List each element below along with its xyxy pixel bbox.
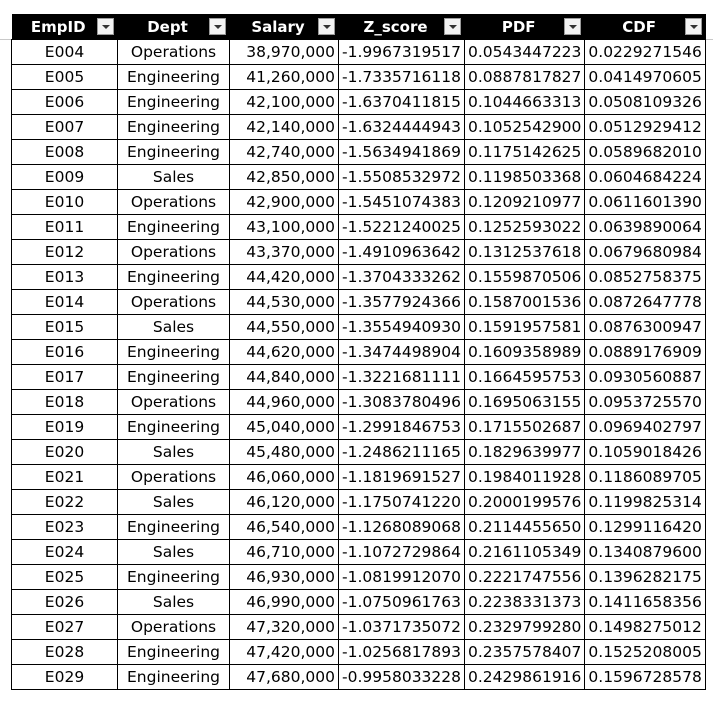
cell-pdf[interactable]: 0.1587001536 (465, 290, 585, 315)
table-row (12, 440, 706, 465)
cell-pdf[interactable]: 0.1695063155 (465, 390, 585, 415)
cell-cdf[interactable]: 0.1396282175 (585, 565, 705, 590)
cell-cdf[interactable]: 0.1299116420 (585, 515, 705, 540)
cell-z-score[interactable]: -1.3704333262 (339, 265, 465, 290)
table-row (12, 665, 706, 690)
cell-z-score[interactable]: -1.6370411815 (339, 90, 465, 115)
table-row (12, 265, 706, 290)
column-header-empid[interactable] (12, 14, 118, 40)
cell-cdf[interactable]: 0.0876300947 (585, 315, 705, 340)
cell-cdf[interactable]: 0.0589682010 (585, 140, 705, 165)
cell-pdf[interactable]: 0.1591957581 (465, 315, 585, 340)
cell-empid[interactable]: E014 (12, 290, 118, 315)
cell-cdf[interactable]: 0.0930560887 (585, 365, 705, 390)
cell-empid[interactable]: E028 (12, 640, 118, 665)
table-row (12, 165, 706, 190)
filter-dropdown-icon[interactable] (318, 18, 335, 35)
cell-z-score[interactable]: -1.3221681111 (339, 365, 465, 390)
table-row (12, 590, 706, 615)
cell-z-score[interactable]: -1.1819691527 (339, 465, 465, 490)
cell-salary[interactable]: 42,900,000 (230, 190, 339, 215)
cell-salary[interactable]: 46,710,000 (230, 540, 339, 565)
cell-salary[interactable]: 42,140,000 (230, 115, 339, 140)
cell-empid[interactable]: E023 (12, 515, 118, 540)
cell-pdf[interactable]: 0.1984011928 (465, 465, 585, 490)
cell-z-score[interactable]: -1.3577924366 (339, 290, 465, 315)
cell-z-score[interactable]: -1.5508532972 (339, 165, 465, 190)
cell-salary[interactable]: 42,850,000 (230, 165, 339, 190)
cell-dept[interactable]: Engineering (118, 215, 230, 240)
cell-pdf[interactable]: 0.1312537618 (465, 240, 585, 265)
cell-cdf[interactable]: 0.1411658356 (585, 590, 705, 615)
cell-cdf[interactable]: 0.1596728578 (585, 665, 705, 690)
cell-z-score[interactable]: -1.3554940930 (339, 315, 465, 340)
cell-dept[interactable]: Engineering (118, 415, 230, 440)
table-row (12, 215, 706, 240)
cell-pdf[interactable]: 0.2114455650 (465, 515, 585, 540)
table-row (12, 465, 706, 490)
column-header-salary[interactable] (230, 14, 339, 40)
cell-z-score[interactable]: -1.6324444943 (339, 115, 465, 140)
column-header-label: Dept (147, 17, 188, 36)
cell-z-score[interactable]: -1.5221240025 (339, 215, 465, 240)
table-row (12, 415, 706, 440)
cell-z-score[interactable]: -0.9958033228 (339, 665, 465, 690)
table-row (12, 640, 706, 665)
table-row (12, 390, 706, 415)
cell-salary[interactable]: 38,970,000 (230, 40, 339, 65)
table-row (12, 65, 706, 90)
column-header-label: Salary (251, 17, 305, 36)
cell-pdf[interactable]: 0.1209210977 (465, 190, 585, 215)
cell-salary[interactable]: 45,480,000 (230, 440, 339, 465)
table-row (12, 540, 706, 565)
cell-cdf[interactable]: 0.0639890064 (585, 215, 705, 240)
cell-dept[interactable]: Engineering (118, 365, 230, 390)
cell-cdf[interactable]: 0.1340879600 (585, 540, 705, 565)
table-row (12, 365, 706, 390)
cell-empid[interactable]: E009 (12, 165, 118, 190)
cell-salary[interactable]: 44,550,000 (230, 315, 339, 340)
cell-pdf[interactable]: 0.2329799280 (465, 615, 585, 640)
cell-dept[interactable]: Operations (118, 190, 230, 215)
cell-dept[interactable]: Sales (118, 540, 230, 565)
cell-salary[interactable]: 43,370,000 (230, 240, 339, 265)
data-table (11, 14, 706, 690)
cell-z-score[interactable]: -1.7335716118 (339, 65, 465, 90)
cell-dept[interactable]: Operations (118, 390, 230, 415)
cell-salary[interactable]: 42,740,000 (230, 140, 339, 165)
cell-z-score[interactable]: -1.1268089068 (339, 515, 465, 540)
cell-empid[interactable]: E007 (12, 115, 118, 140)
header-row (12, 14, 706, 40)
cell-salary[interactable]: 44,530,000 (230, 290, 339, 315)
cell-empid[interactable]: E018 (12, 390, 118, 415)
cell-pdf[interactable]: 0.1559870506 (465, 265, 585, 290)
cell-cdf[interactable]: 0.0953725570 (585, 390, 705, 415)
cell-cdf[interactable]: 0.0889176909 (585, 340, 705, 365)
filter-dropdown-icon[interactable] (685, 18, 702, 35)
cell-cdf[interactable]: 0.0611601390 (585, 190, 705, 215)
cell-dept[interactable]: Operations (118, 290, 230, 315)
cell-dept[interactable]: Engineering (118, 340, 230, 365)
cell-dept[interactable]: Sales (118, 440, 230, 465)
cell-cdf[interactable]: 0.0679680984 (585, 240, 705, 265)
cell-z-score[interactable]: -1.0750961763 (339, 590, 465, 615)
cell-salary[interactable]: 47,680,000 (230, 665, 339, 690)
cell-dept[interactable]: Operations (118, 40, 230, 65)
cell-pdf[interactable]: 0.2238331373 (465, 590, 585, 615)
cell-dept[interactable]: Engineering (118, 140, 230, 165)
cell-salary[interactable]: 46,990,000 (230, 590, 339, 615)
cell-dept[interactable]: Operations (118, 240, 230, 265)
cell-empid[interactable]: E026 (12, 590, 118, 615)
cell-pdf[interactable]: 0.2000199576 (465, 490, 585, 515)
filter-dropdown-icon[interactable] (97, 18, 114, 35)
cell-empid[interactable]: E012 (12, 240, 118, 265)
column-header-cdf[interactable] (585, 14, 705, 40)
table-row (12, 315, 706, 340)
cell-empid[interactable]: E019 (12, 415, 118, 440)
cell-z-score[interactable]: -1.1072729864 (339, 540, 465, 565)
cell-pdf[interactable]: 0.1252593022 (465, 215, 585, 240)
cell-empid[interactable]: E025 (12, 565, 118, 590)
cell-cdf[interactable]: 0.1186089705 (585, 465, 705, 490)
cell-cdf[interactable]: 0.0512929412 (585, 115, 705, 140)
cell-cdf[interactable]: 0.0852758375 (585, 265, 705, 290)
cell-pdf[interactable]: 0.1715502687 (465, 415, 585, 440)
cell-empid[interactable]: E021 (12, 465, 118, 490)
cell-pdf[interactable]: 0.0887817827 (465, 65, 585, 90)
table-row (12, 615, 706, 640)
cell-z-score[interactable]: -1.2486211165 (339, 440, 465, 465)
cell-empid[interactable]: E017 (12, 365, 118, 390)
cell-empid[interactable]: E005 (12, 65, 118, 90)
cell-dept[interactable]: Sales (118, 315, 230, 340)
cell-dept[interactable]: Engineering (118, 665, 230, 690)
cell-z-score[interactable]: -1.5634941869 (339, 140, 465, 165)
cell-cdf[interactable]: 0.0508109326 (585, 90, 705, 115)
cell-dept[interactable]: Engineering (118, 265, 230, 290)
cell-cdf[interactable]: 0.1525208005 (585, 640, 705, 665)
cell-empid[interactable]: E008 (12, 140, 118, 165)
cell-dept[interactable]: Engineering (118, 115, 230, 140)
cell-dept[interactable]: Engineering (118, 65, 230, 90)
cell-salary[interactable]: 44,960,000 (230, 390, 339, 415)
cell-z-score[interactable]: -1.3474498904 (339, 340, 465, 365)
cell-empid[interactable]: E022 (12, 490, 118, 515)
cell-salary[interactable]: 41,260,000 (230, 65, 339, 90)
cell-pdf[interactable]: 0.1609358989 (465, 340, 585, 365)
cell-empid[interactable]: E020 (12, 440, 118, 465)
filter-dropdown-icon[interactable] (444, 18, 461, 35)
cell-dept[interactable]: Engineering (118, 515, 230, 540)
table-row (12, 115, 706, 140)
column-header-dept[interactable] (118, 14, 230, 40)
cell-pdf[interactable]: 0.1175142625 (465, 140, 585, 165)
cell-cdf[interactable]: 0.1199825314 (585, 490, 705, 515)
cell-dept[interactable]: Engineering (118, 565, 230, 590)
cell-empid[interactable]: E006 (12, 90, 118, 115)
table-body (12, 40, 706, 690)
cell-z-score[interactable]: -1.5451074383 (339, 190, 465, 215)
column-header-label: CDF (622, 17, 656, 36)
column-header-pdf[interactable] (465, 14, 585, 40)
cell-cdf[interactable]: 0.0414970605 (585, 65, 705, 90)
cell-pdf[interactable]: 0.1052542900 (465, 115, 585, 140)
table-row (12, 90, 706, 115)
cell-z-score[interactable]: -1.4910963642 (339, 240, 465, 265)
cell-dept[interactable]: Sales (118, 165, 230, 190)
table-row (12, 40, 706, 65)
table-row (12, 140, 706, 165)
cell-dept[interactable]: Sales (118, 590, 230, 615)
cell-pdf[interactable]: 0.1198503368 (465, 165, 585, 190)
cell-empid[interactable]: E010 (12, 190, 118, 215)
cell-z-score[interactable]: -1.0819912070 (339, 565, 465, 590)
cell-salary[interactable]: 44,420,000 (230, 265, 339, 290)
cell-pdf[interactable]: 0.1044663313 (465, 90, 585, 115)
cell-cdf[interactable]: 0.0229271546 (585, 40, 705, 65)
cell-salary[interactable]: 46,540,000 (230, 515, 339, 540)
cell-empid[interactable]: E015 (12, 315, 118, 340)
cell-pdf[interactable]: 0.2161105349 (465, 540, 585, 565)
column-header-label: PDF (501, 17, 536, 36)
cell-z-score[interactable]: -1.0256817893 (339, 640, 465, 665)
cell-dept[interactable]: Engineering (118, 90, 230, 115)
cell-pdf[interactable]: 0.1664595753 (465, 365, 585, 390)
cell-empid[interactable]: E016 (12, 340, 118, 365)
cell-empid[interactable]: E011 (12, 215, 118, 240)
table-row (12, 240, 706, 265)
column-header-label: EmpID (30, 17, 86, 36)
cell-pdf[interactable]: 0.2357578407 (465, 640, 585, 665)
filter-dropdown-icon[interactable] (564, 18, 581, 35)
cell-empid[interactable]: E013 (12, 265, 118, 290)
cell-dept[interactable]: Operations (118, 615, 230, 640)
cell-empid[interactable]: E027 (12, 615, 118, 640)
cell-cdf[interactable]: 0.0604684224 (585, 165, 705, 190)
table-row (12, 290, 706, 315)
cell-pdf[interactable]: 0.0543447223 (465, 40, 585, 65)
cell-pdf[interactable]: 0.2429861916 (465, 665, 585, 690)
cell-pdf[interactable]: 0.1829639977 (465, 440, 585, 465)
column-header-z-score[interactable] (339, 14, 465, 40)
cell-empid[interactable]: E029 (12, 665, 118, 690)
cell-cdf[interactable]: 0.1059018426 (585, 440, 705, 465)
table-row (12, 190, 706, 215)
cell-salary[interactable]: 46,930,000 (230, 565, 339, 590)
table-row (12, 490, 706, 515)
cell-salary[interactable]: 43,100,000 (230, 215, 339, 240)
cell-dept[interactable]: Sales (118, 490, 230, 515)
cell-dept[interactable]: Operations (118, 465, 230, 490)
cell-empid[interactable]: E024 (12, 540, 118, 565)
cell-salary[interactable]: 47,420,000 (230, 640, 339, 665)
cell-z-score[interactable]: -1.9967319517 (339, 40, 465, 65)
cell-z-score[interactable]: -1.1750741220 (339, 490, 465, 515)
column-header-label: Z_score (363, 17, 428, 36)
table-row (12, 565, 706, 590)
cell-dept[interactable]: Engineering (118, 640, 230, 665)
table-row (12, 340, 706, 365)
cell-salary[interactable]: 47,320,000 (230, 615, 339, 640)
cell-salary[interactable]: 44,620,000 (230, 340, 339, 365)
cell-cdf[interactable]: 0.0969402797 (585, 415, 705, 440)
cell-z-score[interactable]: -1.0371735072 (339, 615, 465, 640)
cell-z-score[interactable]: -1.3083780496 (339, 390, 465, 415)
cell-salary[interactable]: 46,120,000 (230, 490, 339, 515)
cell-cdf[interactable]: 0.1498275012 (585, 615, 705, 640)
cell-salary[interactable]: 42,100,000 (230, 90, 339, 115)
cell-salary[interactable]: 45,040,000 (230, 415, 339, 440)
filter-dropdown-icon[interactable] (209, 18, 226, 35)
cell-empid[interactable]: E004 (12, 40, 118, 65)
cell-cdf[interactable]: 0.0872647778 (585, 290, 705, 315)
cell-salary[interactable]: 46,060,000 (230, 465, 339, 490)
cell-z-score[interactable]: -1.2991846753 (339, 415, 465, 440)
cell-pdf[interactable]: 0.2221747556 (465, 565, 585, 590)
cell-salary[interactable]: 44,840,000 (230, 365, 339, 390)
table-row (12, 515, 706, 540)
